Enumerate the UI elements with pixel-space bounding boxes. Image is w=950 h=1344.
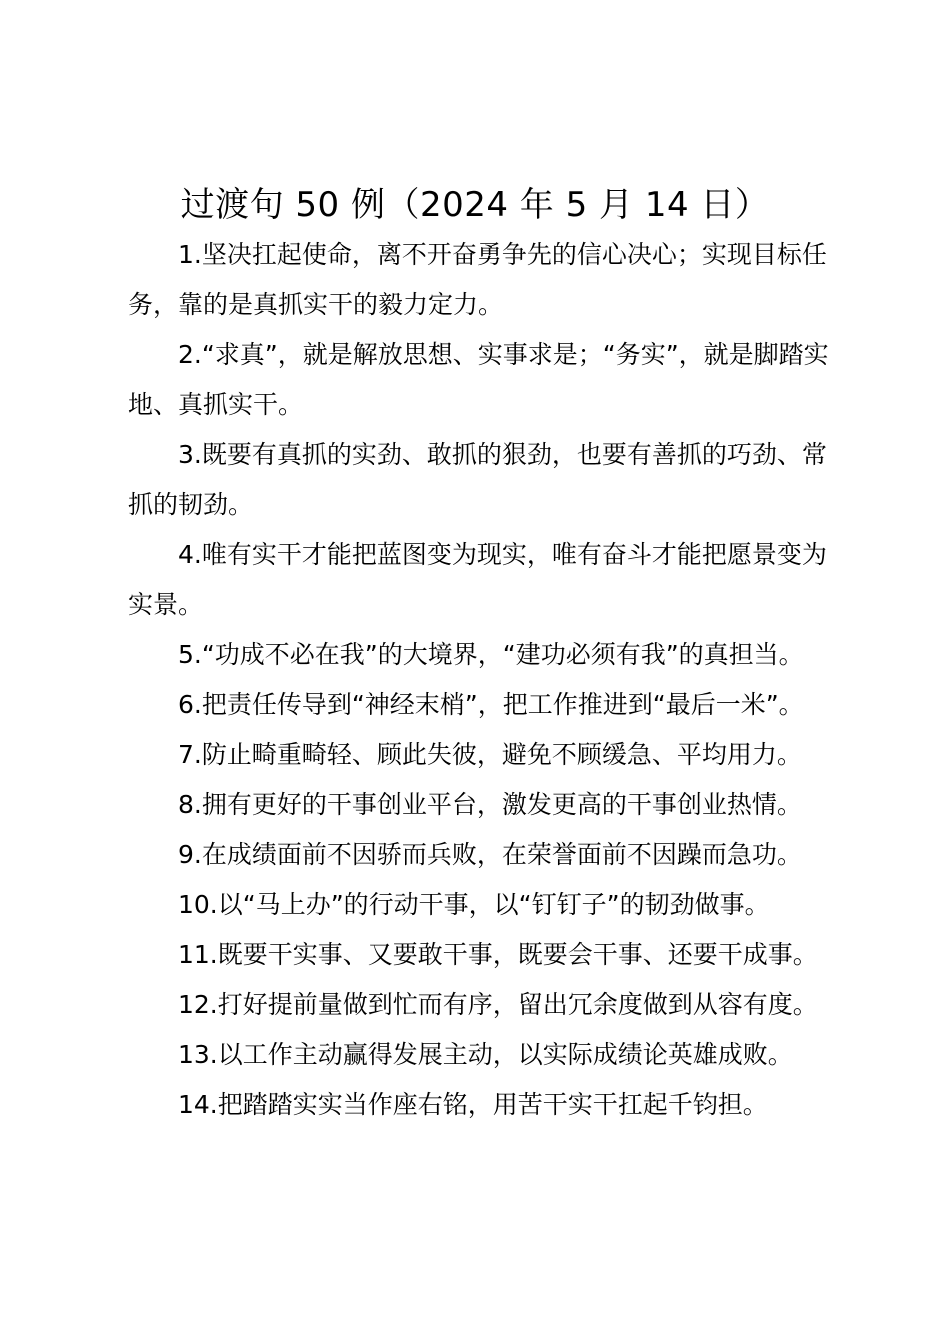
paragraph-11: 11.既要干实事、又要敢干事，既要会干事、还要干成事。 <box>178 940 818 969</box>
document-title: 过渡句 50 例（2024 年 5 月 14 日） <box>180 185 770 225</box>
paragraph-9: 9.在成绩面前不因骄而兵败，在荣誉面前不因躁而急功。 <box>178 840 802 869</box>
paragraph-1: 1.坚决扛起使命，离不开奋勇争先的信心决心；实现目标任务，靠的是真抓实干的毅力定力。 <box>128 240 827 319</box>
paragraph-6: 6.把责任传导到“神经末梢”，把工作推进到“最后一米”。 <box>178 690 804 719</box>
paragraph-13: 13.以工作主动赢得发展主动，以实际成绩论英雄成败。 <box>178 1040 793 1069</box>
document-body <box>128 230 848 1130</box>
paragraph-8: 8.拥有更好的干事创业平台，激发更高的干事创业热情。 <box>178 790 802 819</box>
paragraph-4: 4.唯有实干才能把蓝图变为现实，唯有奋斗才能把愿景变为实景。 <box>128 540 827 619</box>
paragraph-2: 2.“求真”，就是解放思想、实事求是；“务实”，就是脚踏实地、真抓实干。 <box>128 340 829 419</box>
paragraph-5: 5.“功成不必在我”的大境界，“建功必须有我”的真担当。 <box>178 640 804 669</box>
paragraph-10: 10.以“马上办”的行动干事，以“钉钉子”的韧劲做事。 <box>178 890 770 919</box>
paragraph-3: 3.既要有真抓的实劲、敢抓的狠劲，也要有善抓的巧劲、常抓的韧劲。 <box>128 440 827 519</box>
paragraph-12: 12.打好提前量做到忙而有序，留出冗余度做到从容有度。 <box>178 990 818 1019</box>
paragraph-14: 14.把踏踏实实当作座右铭，用苦干实干扛起千钧担。 <box>178 1090 768 1119</box>
paragraph-7: 7.防止畸重畸轻、顾此失彼，避免不顾缓急、平均用力。 <box>178 740 802 769</box>
